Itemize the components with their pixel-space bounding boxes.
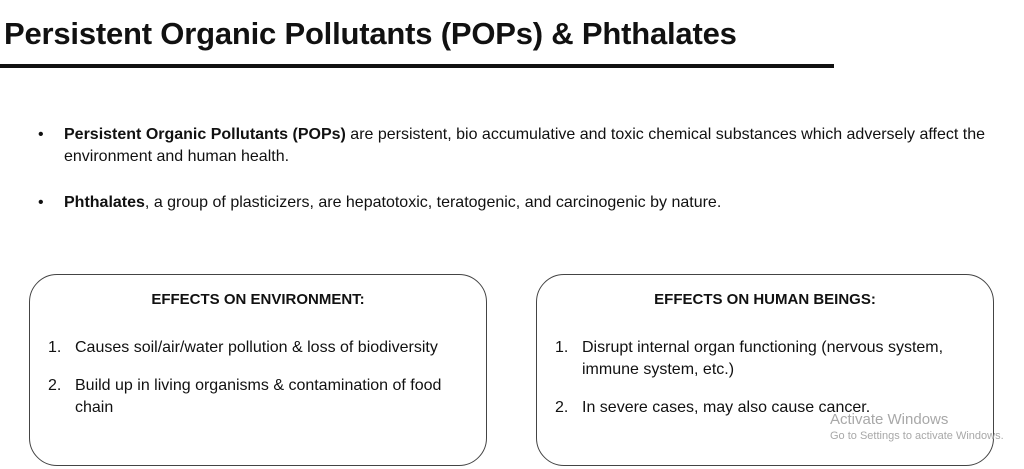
- activate-windows-watermark: [830, 411, 1004, 442]
- environment-effects-heading: EFFECTS ON ENVIRONMENT:: [151, 291, 365, 308]
- environment-effects-list: [48, 337, 468, 419]
- human-effects-list: [555, 337, 975, 419]
- bullet-list: [38, 124, 998, 214]
- title-underline: [0, 64, 834, 68]
- bullet-dot: •: [38, 194, 44, 211]
- bullet-phthalates: [38, 192, 998, 214]
- bullet-pops: [38, 124, 998, 168]
- watermark-title: Activate Windows: [830, 411, 949, 428]
- bullet-pops-text: are persistent, bio accumulative and toxic chemical substances which adversely affect the environment and human health.: [64, 126, 985, 165]
- list-text: Disrupt internal organ functioning (nervous system, immune system, etc.): [582, 339, 944, 378]
- list-text: Causes soil/air/water pollution & loss of biodiversity: [75, 339, 438, 356]
- list-item: [555, 337, 975, 381]
- page-title: Persistent Organic Pollutants (POPs) & Phthalates: [4, 16, 737, 51]
- bullet-pops-term: Persistent Organic Pollutants (POPs): [64, 126, 346, 143]
- list-text: Build up in living organisms & contamination of food chain: [75, 377, 442, 416]
- bullet-phthalates-term: Phthalates: [64, 194, 145, 211]
- bullet-phthalates-text: , a group of plasticizers, are hepatotoxic, teratogenic, and carcinogenic by nature.: [144, 194, 722, 211]
- watermark-subtitle: Go to Settings to activate Windows.: [830, 430, 1004, 442]
- list-item: [48, 375, 468, 419]
- list-number: 2.: [48, 377, 62, 394]
- list-number: 1.: [555, 339, 569, 356]
- list-number: 2.: [555, 399, 569, 416]
- list-number: 1.: [48, 339, 62, 356]
- human-effects-heading: EFFECTS ON HUMAN BEINGS:: [654, 291, 876, 308]
- environment-effects-box: [29, 274, 487, 466]
- list-text: In severe cases, may also cause cancer.: [582, 399, 871, 416]
- bullet-dot: •: [38, 126, 44, 143]
- list-item: [48, 337, 468, 359]
